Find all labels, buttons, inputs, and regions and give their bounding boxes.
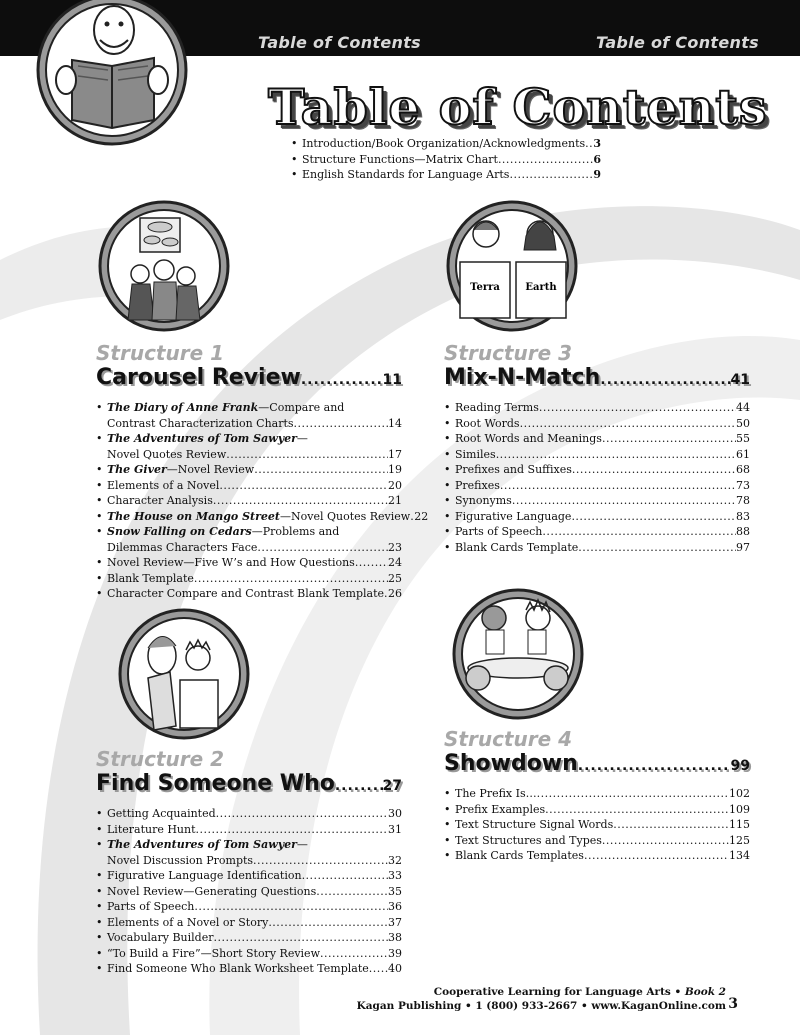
structure-2-section [96, 748, 402, 977]
list-item: • Elements of a Novel ..... 20 [96, 478, 402, 494]
structure-3-page: 41 [730, 372, 750, 388]
structure-4-list [444, 786, 750, 864]
header-title-right: Table of Contents [596, 33, 759, 52]
list-item: • The Prefix Is… ..... 102 [444, 786, 750, 802]
list-item-continued: Novel Quotes Review ..... 17 [96, 447, 402, 463]
list-item: • Blank Cards Templates ..... 134 [444, 848, 750, 864]
list-item: • Snow Falling on Cedars—Problems and [96, 525, 340, 538]
intro-list [291, 136, 601, 183]
structure-1-page: 11 [382, 372, 402, 388]
list-item: • The Adventures of Tom Sawyer— [96, 432, 308, 445]
list-item: • Prefixes and Suffixes ..... 68 [444, 462, 750, 478]
list-item: • Blank Template ..... 25 [96, 571, 402, 587]
intro-item: • Structure Functions—Matrix Chart ..... 6 [291, 152, 601, 168]
intro-item: • English Standards for Language Arts ..... 9 [291, 167, 601, 183]
list-item: • Text Structures and Types ..... 125 [444, 833, 750, 849]
structure-4-title: Showdown [444, 751, 578, 776]
list-item: • The Adventures of Tom Sawyer— [96, 838, 308, 851]
list-item-continued: Contrast Characterization Charts ..... 14 [96, 416, 402, 432]
structure-3-list [444, 400, 750, 555]
list-item: • Literature Hunt ..... 31 [96, 822, 402, 838]
structure-4-section [444, 728, 750, 864]
footer [357, 985, 726, 1013]
list-item: • Figurative Language Identification ..... 33 [96, 868, 402, 884]
list-item-continued: Dilemmas Characters Face ..... 23 [96, 540, 402, 556]
structure-2-list [96, 806, 402, 977]
structure-3-title: Mix-N-Match [444, 365, 601, 390]
list-item: • “To Build a Fire”—Short Story Review ..... 39 [96, 946, 402, 962]
structure-1-label: Structure 1 [96, 341, 225, 365]
page-number: 3 [728, 996, 738, 1012]
list-item: • Parts of Speech ..... 36 [96, 899, 402, 915]
list-item: • The House on Mango Street—Novel Quotes Review ..... 22 [96, 509, 402, 525]
structure-3-heading [444, 364, 750, 394]
list-item: • Root Words ..... 50 [444, 416, 750, 432]
showdown-illustration [452, 588, 584, 720]
list-item: • Blank Cards Template ..... 97 [444, 540, 750, 556]
list-item-continued: Novel Discussion Prompts ..... 32 [96, 853, 402, 869]
structure-1-section [96, 341, 429, 602]
structure-2-title: Find Someone Who [96, 771, 335, 796]
list-item: • Character Compare and Contrast Blank Template ..... 26 [96, 586, 402, 602]
footer-book-line: Cooperative Learning for Language Arts • Book 2 [433, 986, 726, 998]
footer-publisher: Kagan Publishing • 1 (800) 933-2667 • www.KaganOnline.com [356, 1000, 726, 1012]
list-item: • Similes ..... 61 [444, 447, 750, 463]
list-item: • The Diary of Anne Frank—Compare and [96, 401, 345, 414]
structure-3-section [444, 342, 750, 555]
header-title-left: Table of Contents [258, 33, 421, 52]
list-item: • Prefixes ..... 73 [444, 478, 750, 494]
carousel-review-illustration [98, 200, 230, 332]
find-someone-who-illustration [118, 608, 250, 740]
structure-2-page: 27 [382, 778, 402, 794]
list-item: • Novel Review—Five W’s and How Questions ..... 24 [96, 555, 402, 571]
list-item: • Prefix Examples ..... 109 [444, 802, 750, 818]
structure-4-page: 99 [730, 758, 750, 774]
structure-1-title: Carousel Review [96, 365, 301, 390]
structure-3-label: Structure 3 [444, 341, 573, 365]
structure-1-heading [96, 364, 402, 394]
list-item: • Parts of Speech ..... 88 [444, 524, 750, 540]
earth-card-label: Earth [525, 282, 557, 293]
list-item: • Novel Review—Generating Questions ..... 35 [96, 884, 402, 900]
page-title: Table of Contents [268, 78, 768, 136]
list-item: • The Giver—Novel Review ..... 19 [96, 462, 402, 478]
list-item: • Reading Terms ..... 44 [444, 400, 750, 416]
structure-4-label: Structure 4 [444, 727, 573, 751]
structure-2-heading [96, 770, 402, 800]
list-item: • Figurative Language ..... 83 [444, 509, 750, 525]
list-item: • Root Words and Meanings ..... 55 [444, 431, 750, 447]
list-item: • Elements of a Novel or Story ..... 37 [96, 915, 402, 931]
structure-1-list [96, 400, 429, 602]
list-item: • Text Structure Signal Words ..... 115 [444, 817, 750, 833]
mix-n-match-illustration [446, 200, 578, 332]
list-item: • Find Someone Who Blank Worksheet Template ..... 40 [96, 961, 402, 977]
intro-item: • Introduction/Book Organization/Acknowledgments ..... 3 [291, 136, 601, 152]
list-item: • Character Analysis ..... 21 [96, 493, 402, 509]
reading-mascot-illustration [34, 0, 190, 148]
terra-card-label: Terra [470, 282, 500, 293]
structure-2-label: Structure 2 [96, 747, 225, 771]
list-item: • Getting Acquainted ..... 30 [96, 806, 402, 822]
structure-4-heading [444, 750, 750, 780]
list-item: • Vocabulary Builder ..... 38 [96, 930, 402, 946]
list-item: • Synonyms ..... 78 [444, 493, 750, 509]
